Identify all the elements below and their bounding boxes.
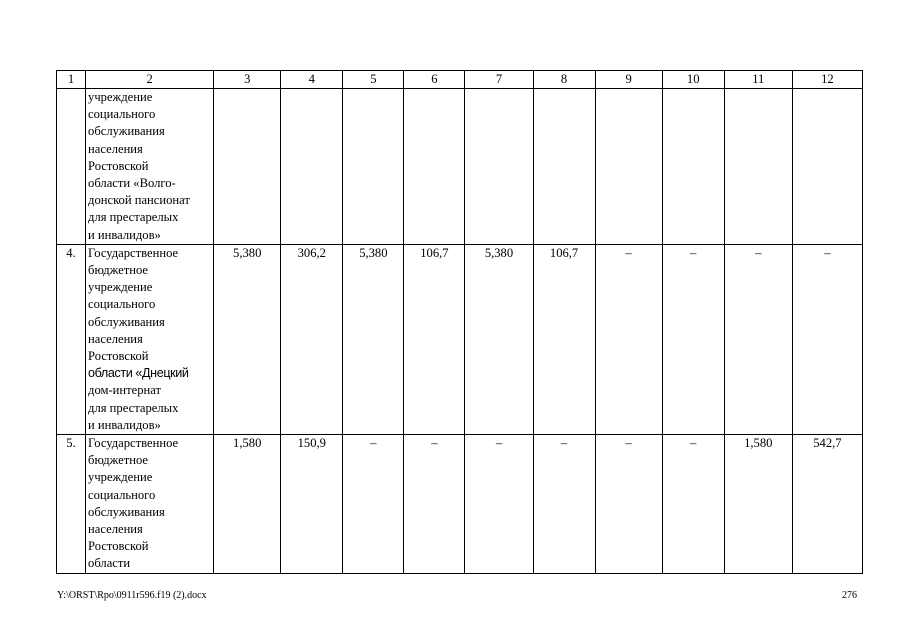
name-line: обслуживания bbox=[88, 504, 165, 519]
column-header: 3 bbox=[214, 71, 281, 89]
table-cell: 5,380 bbox=[465, 244, 533, 434]
institution-name bbox=[86, 435, 214, 574]
name-line: области bbox=[88, 556, 131, 571]
row-number: 4. bbox=[57, 244, 86, 434]
name-line: обслуживания bbox=[88, 124, 165, 139]
name-line: Ростовской bbox=[88, 539, 149, 554]
name-line: Ростовской bbox=[88, 349, 149, 364]
column-header: 5 bbox=[343, 71, 404, 89]
table-cell: – bbox=[465, 435, 533, 574]
header-row bbox=[57, 71, 863, 89]
table-cell bbox=[214, 89, 281, 245]
table-cell: 150,9 bbox=[281, 435, 343, 574]
name-line: Государственное bbox=[88, 436, 179, 451]
table-cell: 5,380 bbox=[214, 244, 281, 434]
name-line: и инвалидов» bbox=[88, 417, 161, 432]
name-line: учреждение bbox=[88, 90, 153, 104]
table-row bbox=[57, 89, 863, 245]
table-cell bbox=[595, 89, 662, 245]
name-line: социального bbox=[88, 107, 156, 122]
footer-file-path: Y:\ORST\Rpo\0911r596.f19 (2).docx bbox=[57, 590, 207, 601]
column-header: 8 bbox=[533, 71, 595, 89]
table-cell bbox=[281, 89, 343, 245]
column-header: 7 bbox=[465, 71, 533, 89]
column-header: 4 bbox=[281, 71, 343, 89]
name-line: населения bbox=[88, 522, 143, 537]
name-line: учреждение bbox=[88, 470, 153, 485]
column-header: 1 bbox=[57, 71, 86, 89]
name-line: области «Днецкий bbox=[88, 366, 189, 381]
institution-name bbox=[86, 89, 214, 245]
name-line: учреждение bbox=[88, 280, 153, 295]
table-cell bbox=[343, 89, 404, 245]
table-cell bbox=[792, 89, 862, 245]
name-line: Государственное bbox=[88, 245, 179, 260]
row-number: 5. bbox=[57, 435, 86, 574]
name-line: дом-интернат bbox=[88, 383, 162, 398]
table-row bbox=[57, 435, 863, 574]
institution-name bbox=[86, 244, 214, 434]
page-number: 276 bbox=[842, 590, 857, 601]
table-cell: – bbox=[662, 435, 724, 574]
table-cell: 106,7 bbox=[533, 244, 595, 434]
table-row bbox=[57, 244, 863, 434]
name-line: бюджетное bbox=[88, 263, 149, 278]
column-header: 2 bbox=[86, 71, 214, 89]
name-line: и инвалидов» bbox=[88, 227, 161, 242]
name-line: Ростовской bbox=[88, 158, 149, 173]
table-cell bbox=[465, 89, 533, 245]
column-header: 9 bbox=[595, 71, 662, 89]
row-number bbox=[57, 89, 86, 245]
table-cell bbox=[662, 89, 724, 245]
name-line: обслуживания bbox=[88, 314, 165, 329]
table-cell: – bbox=[792, 244, 862, 434]
column-header: 6 bbox=[404, 71, 465, 89]
name-line: донской пансионат bbox=[88, 193, 190, 208]
table-cell: 1,580 bbox=[724, 435, 792, 574]
name-line: бюджетное bbox=[88, 453, 149, 468]
name-line: области «Волго- bbox=[88, 176, 176, 191]
table-cell: – bbox=[595, 435, 662, 574]
name-line: социального bbox=[88, 487, 156, 502]
table-cell: – bbox=[595, 244, 662, 434]
name-line: для престарелых bbox=[88, 400, 179, 415]
table-cell: – bbox=[404, 435, 465, 574]
table-cell bbox=[404, 89, 465, 245]
data-table bbox=[56, 70, 863, 574]
name-line: населения bbox=[88, 331, 143, 346]
table-cell: 542,7 bbox=[792, 435, 862, 574]
column-header: 10 bbox=[662, 71, 724, 89]
table-cell: – bbox=[662, 244, 724, 434]
name-line: социального bbox=[88, 297, 156, 312]
table-cell bbox=[533, 89, 595, 245]
column-header: 12 bbox=[792, 71, 862, 89]
name-line: для престарелых bbox=[88, 210, 179, 225]
name-line: населения bbox=[88, 141, 143, 156]
table-cell: – bbox=[533, 435, 595, 574]
table-cell: – bbox=[724, 244, 792, 434]
column-header: 11 bbox=[724, 71, 792, 89]
table-cell bbox=[724, 89, 792, 245]
table-cell: 306,2 bbox=[281, 244, 343, 434]
table-cell: 1,580 bbox=[214, 435, 281, 574]
table-cell: – bbox=[343, 435, 404, 574]
table-cell: 5,380 bbox=[343, 244, 404, 434]
table-cell: 106,7 bbox=[404, 244, 465, 434]
